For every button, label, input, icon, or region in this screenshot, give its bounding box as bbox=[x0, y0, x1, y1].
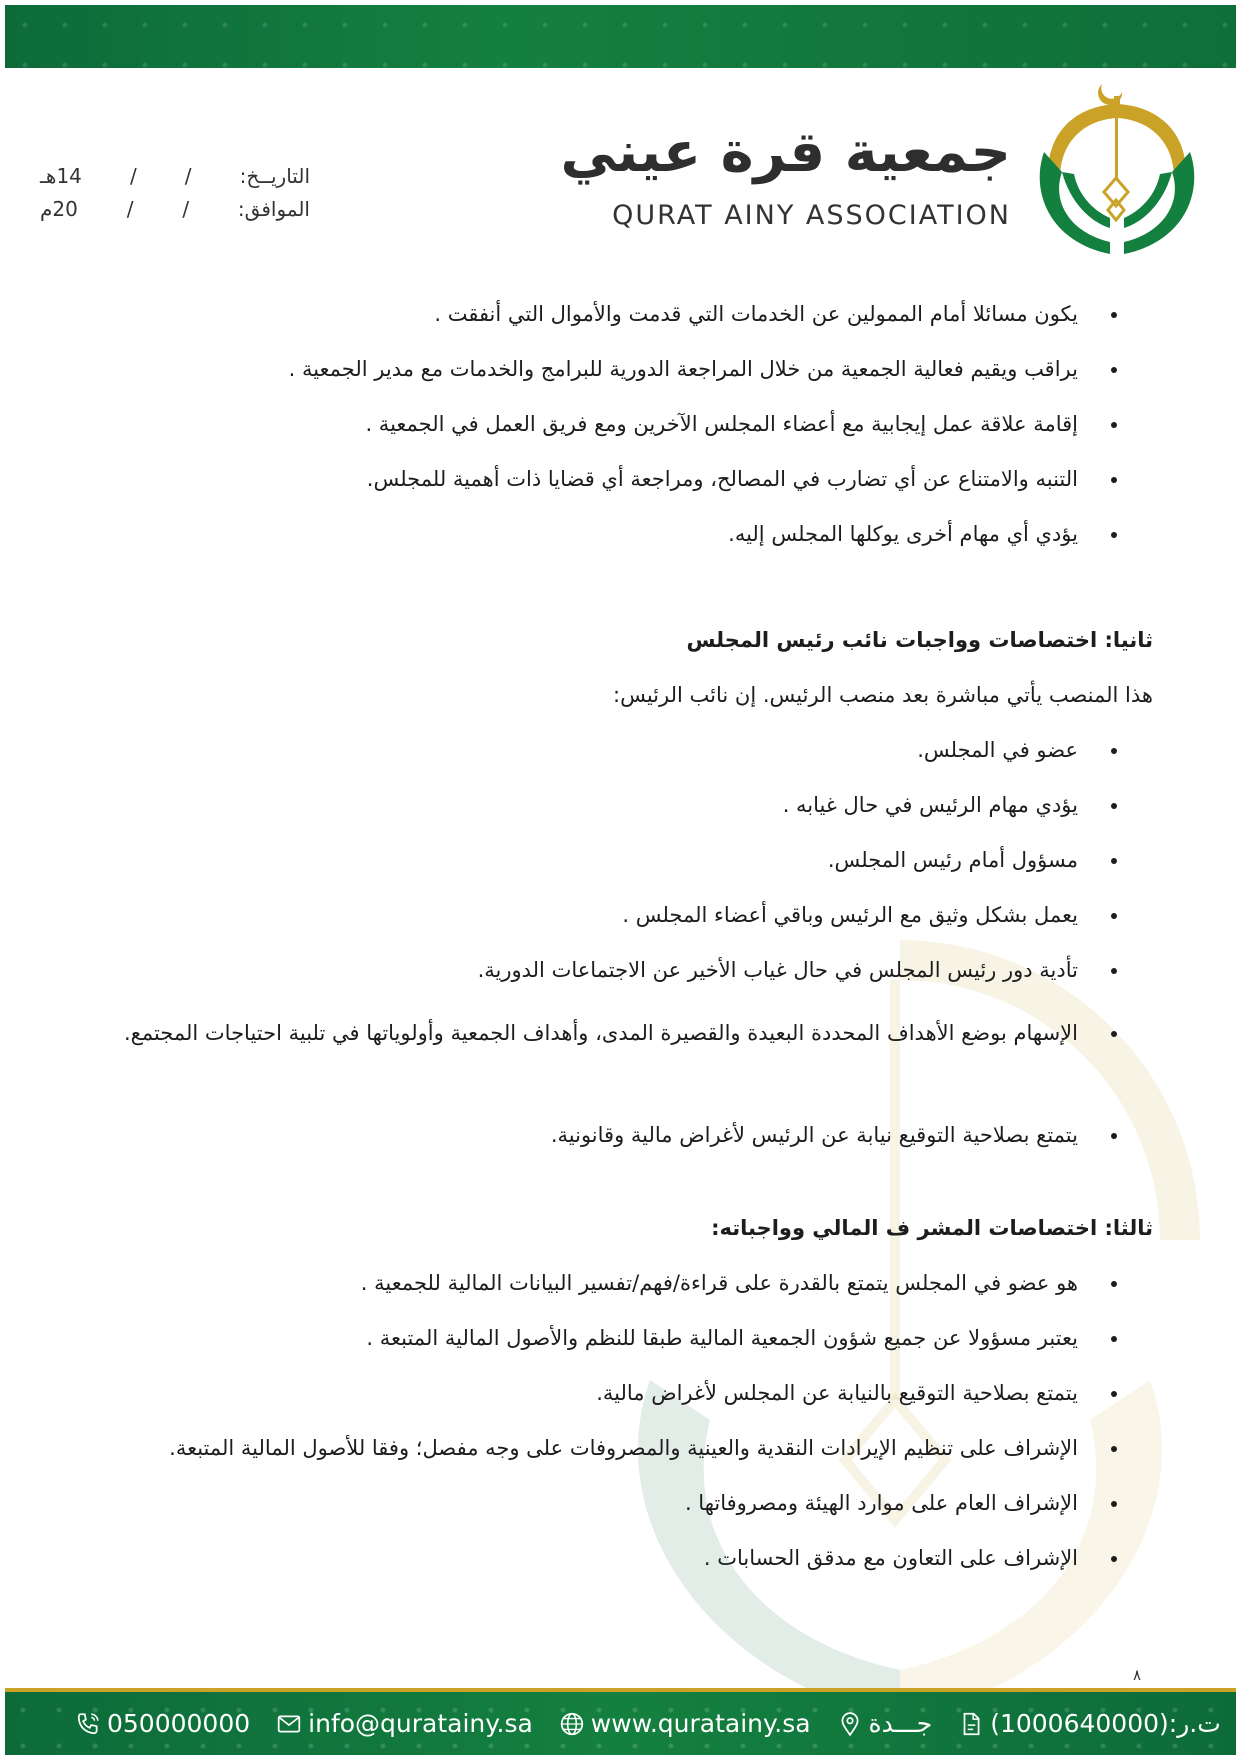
list-item: • الإسهام بوضع الأهداف المحددة البعيدة والقصيرة المدى، وأهداف الجمعية وأولوياتها في تلبية احتياجات المجتمع. bbox=[80, 1006, 1098, 1116]
license-number: ت.ر:(1000640000) bbox=[990, 1709, 1221, 1738]
phone-number: 050000000 bbox=[107, 1709, 251, 1738]
footer-location bbox=[837, 1709, 933, 1738]
globe-icon bbox=[559, 1711, 585, 1737]
footer-license bbox=[958, 1709, 1221, 1738]
list-item: • يكون مسائلا أمام الممولين عن الخدمات التي قدمت والأموال التي أنفقت . bbox=[80, 295, 1098, 350]
page-number: ٨ bbox=[1133, 1666, 1142, 1684]
list-item: • تأدية دور رئيس المجلس في حال غياب الأخير عن الاجتماعات الدورية. bbox=[80, 951, 1098, 1006]
list-item: • يراقب ويقيم فعالية الجمعية من خلال المراجعة الدورية للبرامج والخدمات مع مدير الجمعية . bbox=[80, 350, 1098, 405]
footer-band bbox=[5, 1688, 1236, 1755]
date-slash: / bbox=[129, 164, 137, 188]
intro-bullet-list bbox=[80, 295, 1153, 570]
footer-website[interactable] bbox=[559, 1709, 811, 1738]
footer-email[interactable] bbox=[276, 1709, 533, 1738]
finance-bullet-list bbox=[80, 1264, 1153, 1594]
list-item: • الإشراف العام على موارد الهيئة ومصروفاتها . bbox=[80, 1484, 1098, 1539]
date-slash: / bbox=[182, 197, 190, 221]
footer-contact-row bbox=[75, 1692, 1221, 1755]
association-logo-icon bbox=[1030, 82, 1205, 262]
phone-icon bbox=[75, 1711, 101, 1737]
agreement-label: الموافق: bbox=[237, 197, 310, 221]
date-slash: / bbox=[126, 197, 134, 221]
top-header-band bbox=[5, 5, 1236, 68]
hijri-suffix: 14هـ bbox=[40, 164, 82, 188]
list-item: • إقامة علاقة عمل إيجابية مع أعضاء المجلس الآخرين ومع فريق العمل في الجمعية . bbox=[80, 405, 1098, 460]
list-item: • مسؤول أمام رئيس المجلس. bbox=[80, 841, 1098, 896]
mail-icon bbox=[276, 1711, 302, 1737]
list-item: • عضو في المجلس. bbox=[80, 731, 1098, 786]
list-item: • هو عضو في المجلس يتمتع بالقدرة على قراءة/فهم/تفسير البيانات المالية للجمعية . bbox=[80, 1264, 1098, 1319]
list-item: • الإشراف على تنظيم الإيرادات النقدية والعينية والمصروفات على وجه مفصل؛ وفقا للأصول المالية المتبعة. bbox=[80, 1429, 1098, 1484]
list-item: • يعتبر مسؤولا عن جميع شؤون الجمعية المالية طبقا للنظم والأصول المالية المتبعة . bbox=[80, 1319, 1098, 1374]
document-icon bbox=[958, 1711, 984, 1737]
email-address: info@quratainy.sa bbox=[308, 1709, 533, 1738]
list-item: • يؤدي مهام الرئيس في حال غيابه . bbox=[80, 786, 1098, 841]
section-intro-paragraph: هذا المنصب يأتي مباشرة بعد منصب الرئيس. إن نائب الرئيس: bbox=[613, 683, 1153, 707]
section-heading-finance: ثالثا: اختصاصات المشر ف المالي وواجباته: bbox=[711, 1216, 1153, 1240]
hijri-date-row bbox=[40, 160, 310, 193]
footer-phone[interactable] bbox=[75, 1709, 250, 1738]
brand-name-arabic: جمعية قرة عيني bbox=[560, 120, 1011, 185]
brand-name-english: QURAT AINY ASSOCIATION bbox=[612, 200, 1011, 231]
vice-chair-bullet-list bbox=[80, 731, 1153, 1171]
date-label: التاريــخ: bbox=[239, 164, 310, 188]
list-item: • يؤدي أي مهام أخرى يوكلها المجلس إليه. bbox=[80, 515, 1098, 570]
date-block bbox=[40, 160, 310, 226]
list-item: • يتمتع بصلاحية التوقيع بالنيابة عن المجلس لأغراض مالية. bbox=[80, 1374, 1098, 1429]
list-item: • الإشراف على التعاون مع مدقق الحسابات . bbox=[80, 1539, 1098, 1594]
document-body bbox=[80, 295, 1153, 1594]
list-item: • يتمتع بصلاحية التوقيع نيابة عن الرئيس لأغراض مالية وقانونية. bbox=[80, 1116, 1098, 1171]
gregorian-date-row bbox=[40, 193, 310, 226]
city-name: جـــدة bbox=[868, 1709, 933, 1738]
location-pin-icon bbox=[837, 1711, 863, 1737]
list-item: • يعمل بشكل وثيق مع الرئيس وباقي أعضاء المجلس . bbox=[80, 896, 1098, 951]
gregorian-suffix: 20م bbox=[40, 197, 78, 221]
section-heading-vice-chair: ثانيا: اختصاصات وواجبات نائب رئيس المجلس bbox=[686, 628, 1153, 652]
website-url: www.quratainy.sa bbox=[590, 1709, 811, 1738]
list-item: • التنبه والامتناع عن أي تضارب في المصالح، ومراجعة أي قضايا ذات أهمية للمجلس. bbox=[80, 460, 1098, 515]
date-slash: / bbox=[184, 164, 192, 188]
